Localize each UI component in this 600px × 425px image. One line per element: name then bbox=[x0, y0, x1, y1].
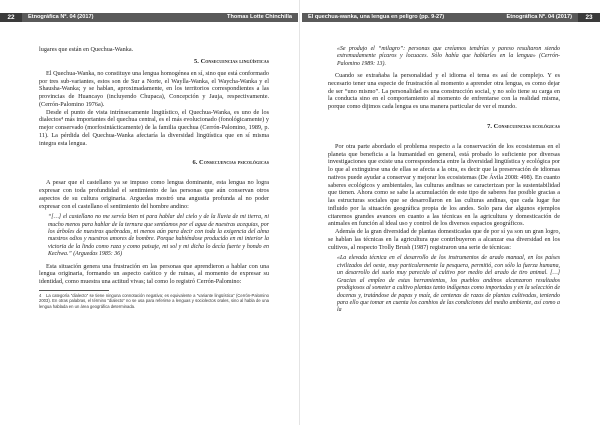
section-7-heading: 7. Consecuencias ecológicas bbox=[487, 122, 560, 130]
left-opening-paragraph: lugares que están en Quechua-Wanka. bbox=[39, 46, 134, 53]
left-running-head-bar bbox=[22, 13, 298, 22]
left-running-head-journal: Etnográfica Nº. 04 (2017) bbox=[28, 14, 94, 20]
right-text-column bbox=[328, 46, 560, 315]
right-paragraph-after-quote: Cuando se extrañaba la personalidad y el idioma el tema es así de complejo. Y es necesario tener una especie de frustración al momento a aprender otra lengua, es como dejar de ser “uno mismo”. La personalidad es una construcción social, y no solo tiene su carga en la conducta sino en el comportamiento al momento de enfrentarse con la realidad misma, porque como dijimos cada lengua es una manera particular de ver el mundo. bbox=[328, 72, 560, 111]
right-running-head-journal: Etnográfica Nº. 04 (2017) bbox=[506, 14, 572, 20]
section-7-paragraph-2: Además de la gran diversidad de plantas domesticadas que de por sí ya son un gran logro, se hablan las técnicas en la agricultura que contribuyeron a alcanzar esa diversidad en los cultivos, al respecto Trolly Brush (1987) registraron una serie de técnicas: bbox=[328, 228, 560, 251]
section-5-paragraph-2: Desde el punto de vista intrínsecamente lingüístico, el Quechua-Wanka, es uno de los dialectos⁴ más importantes del quechua central, es el más evolucionado (fonológicamente) y mejor conservado (morfosintácticamente) de la familia quechua (Cerrón-Palomino, 1989, p. 11). La pérdida del Quechua-Wanka afectaría la diversidad lingüística que en sí misma integra esta lengua. bbox=[39, 108, 269, 147]
right-running-head-bar bbox=[302, 13, 578, 22]
section-6-paragraph-2: Esta situación genera una frustración en las personas que aprendieron a hablar con una lengua originaria, formando un aspecto caótico y de ruinas, al momento de expresar su identidad, como muestra una actitud vivas; tal como lo registró Cerrón-Palomino: bbox=[39, 262, 269, 286]
right-page-number: 23 bbox=[578, 13, 600, 22]
left-page-number: 22 bbox=[0, 13, 22, 22]
footnote-number: 4 bbox=[39, 292, 42, 298]
section-7-paragraph-1: Por otra parte abordado el problema respecto a la conservación de los ecosistemas en el planeta que beneficia a la humanidad en general, está probado lo suficiente por diversas investigaciones que existe una correspondencia entre la diversidad lingüística y ecológica por lo que al extinguirse una de ellas se afecta a la otra, es decir que la preservación de idiomas nativos puede ayudar a conservar y mejorar los ecosistemas (De Ávila 2008: 498). En cuanto saberes ecológicos y ambientales, las culturas andinas se caracterizan por la sustentabilidad que tienen. Ahora como se sabe la acumulación de este tipo de saberes fue posible gracias a las estructuras sociales que se desarrollaron en las culturas andinas, que cada lugar fue influido por la situación geográfica propia de los andes. Solo para dar algunos ejemplos citaremos grandes avances en cuanto a las técnicas en la agricultura y domesticación de animales en función al ideal uso y control de los diversos espacios geográficos. bbox=[328, 142, 560, 228]
right-running-head-title: El quechua-wanka, una lengua en peligro (pp. 9-27) bbox=[308, 14, 445, 20]
cerron-palomino-quote: «Se produjo el “milagro”: personas que creíamos tendrías y pareso resultaron siendo extremadamente pícaros y locuaces. Sólo había que hablarles en la lengua» (Cerrón-Palomino 1989: 13). bbox=[337, 46, 560, 67]
left-text-column bbox=[39, 46, 269, 309]
section-5-heading: 5. Consecuencias lingüísticas bbox=[194, 57, 269, 65]
footnote bbox=[39, 293, 269, 309]
right-running-head bbox=[302, 13, 600, 22]
trolly-brush-quote: «La elevada técnica en el desarrollo de los instrumentos de arado manual, en los países civilizados del oeste, muy particularmente la pesquera, permitió, con sólo la fuerza humana, un desarrollo del suelo muy parecido al cultivo por medio del arado de tiro animal. […] Gracias al empleo de estas herramientas, los pueblos andinos alcanzaron resultados prodigiosos al someter a cultivo plantas tanto indígenas como importadas y en la selección de docenas y, tratándose de papas y maíz, de centenas de razas de plantas cultivadas, teniendo para ello que tomar en cuenta los cambios de las condiciones del medio ambiente, así como a la bbox=[337, 255, 560, 314]
right-page bbox=[300, 0, 600, 425]
footnote-text: La categoría “dialecto” se tiene ninguna connotación negativa; es equivalente a “variante lingüística” (Cerrón-Palomino 2003). En otras palabras, el término “dialecto” no se usa para referirse a lenguas y sociolectos orales, sino al habla de una lengua hablada en un área geográfica determinada. bbox=[39, 292, 269, 309]
arguedas-quote: “[…] el castellano no me servía bien ni para hablar del cielo y de la lluvia de mi tierra, ni mucho menos para hablar de la ternura que sentíamos por el agua de nuestras acequias, por los árboles de nuestras quebradas, ni menos aún para decir con toda la exigencia del alma nuestros odios y nuestros amores de hombre. Porque habiéndose producido en mi interior la victoria de la lindo como raza y como paisaje, mi sol y mi dicha lo decía fuerte y hondo en Kechwa.” (Arguedas 1985: 36) bbox=[48, 214, 269, 258]
left-running-head-author: Thomas Lotte Chinchilla bbox=[227, 14, 292, 20]
left-running-head bbox=[0, 13, 298, 22]
section-6-heading: 6. Consecuencias psicológicas bbox=[192, 159, 269, 167]
section-6-paragraph-1: A pesar que el castellano ya se impuso como lengua dominante, esta lengua no logra expresar con toda profundidad el sentimiento de las personas que aún conservan otros aspectos de su cultura originaria. Arguedas mostró una angustia profunda al no poder expresar con el castellano el sentimiento del hombre andino: bbox=[39, 179, 269, 210]
footnote-rule bbox=[39, 290, 109, 291]
section-5-paragraph-1: El Quechua-Wanka, no constituye una lengua homogénea en sí, sino que está conformado por tres sub-variantes, estos son de Sur a Norte, el Waylla-Wanka, el Waycha-Wanka y el Shausha-Wanka; y se hablan, aproximadamente, en los territorios correspondientes a las provincias de Huancayo (incluyendo Chupaca), Concepción y Jauja, respectivamente. (Cerrón-Palomino 1976a). bbox=[39, 69, 269, 108]
